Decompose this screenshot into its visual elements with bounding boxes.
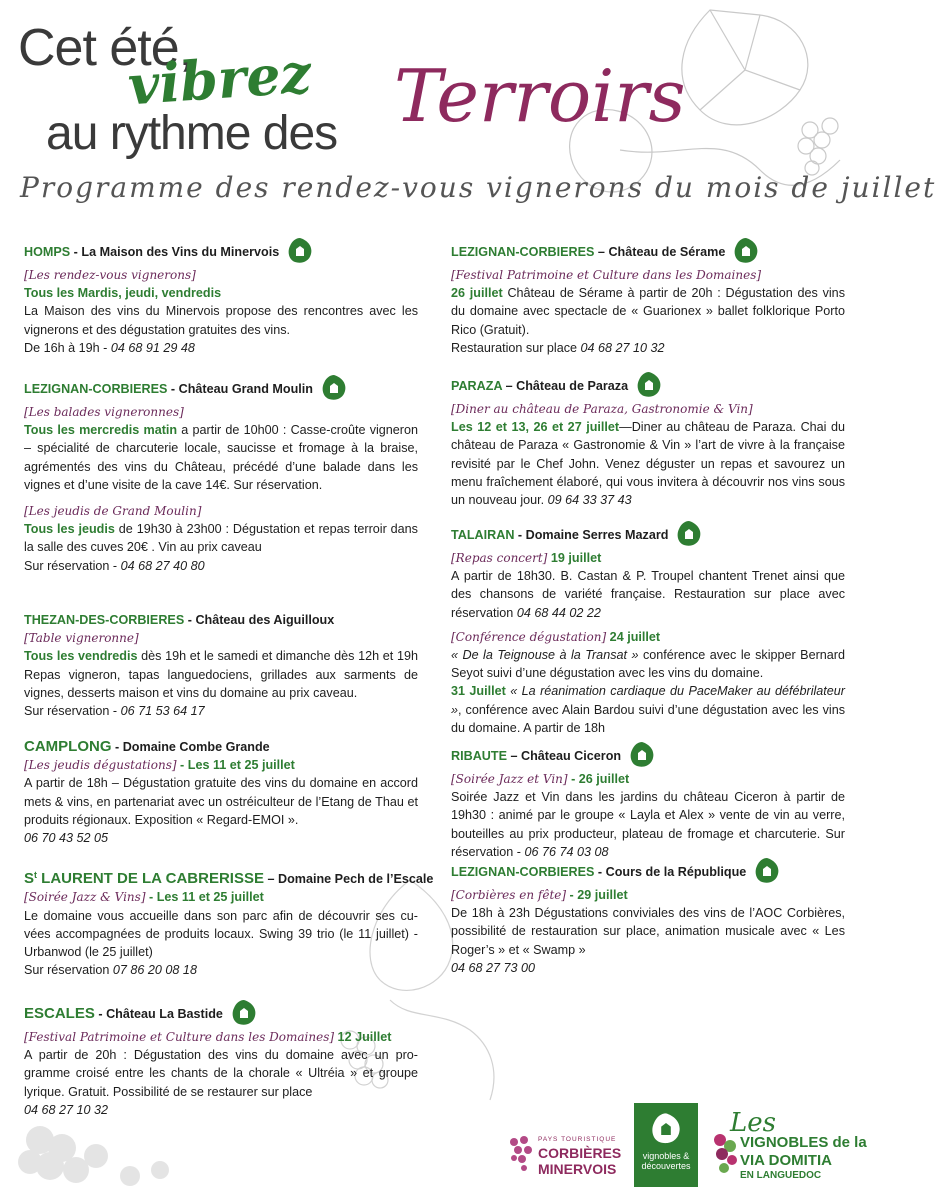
contact-phone: 04 68 27 10 32 bbox=[24, 1102, 109, 1117]
event-text-2: de 19h30 à 23h00 : Dégustation et repas terroir dans la salle des cuves 20€ . Vin au prix caveau bbox=[24, 522, 418, 555]
contact-label: Sur réservation bbox=[24, 963, 113, 978]
separator: – bbox=[263, 872, 278, 887]
event-text: A partir de 18h30. B. Castan & P. Troupel chantent Trenet ainsi que des chansons de variété française. Restauration sur place avec réservation bbox=[451, 569, 845, 620]
event-contact bbox=[24, 961, 418, 979]
event-tag: [Les rendez-vous vignerons] bbox=[24, 268, 196, 282]
event-cours-republique bbox=[451, 856, 845, 977]
event-tag-line bbox=[24, 1028, 418, 1046]
separator: – bbox=[502, 379, 517, 393]
event-heading bbox=[24, 236, 418, 266]
event-tag: [Les jeudis dégustations] bbox=[24, 758, 177, 773]
event-tag: [Table vigneronne] bbox=[24, 631, 139, 646]
vignobles-via-domitia-logo bbox=[710, 1108, 867, 1194]
event-schedule: 26 juillet bbox=[451, 286, 503, 301]
contact-phone: 06 70 43 52 05 bbox=[24, 831, 109, 846]
event-heading bbox=[24, 373, 418, 403]
event-text: dès 19h et le samedi et dimanche dès 12h et 19h Repas vigneron, tapas languedociens, grillades aux sarments de vignes, desserts maison et vins du domaine au prix caveau. bbox=[24, 649, 418, 700]
event-schedule: Tous les Mardis, jeudi, vendredis bbox=[24, 286, 222, 301]
event-schedule: Tous les mercredis matin bbox=[24, 423, 178, 438]
estate-name: La Maison des Vins du Minervois bbox=[81, 245, 280, 259]
event-dates: 12 Juillet bbox=[334, 1030, 392, 1044]
event-contact bbox=[24, 557, 418, 575]
contact-phone: 09 64 33 37 43 bbox=[547, 493, 632, 508]
event-heading bbox=[24, 866, 434, 888]
town-name: PARAZA bbox=[451, 379, 503, 393]
event-homps bbox=[24, 236, 418, 357]
separator: – bbox=[506, 749, 521, 763]
contact-phone: 06 71 53 64 17 bbox=[120, 704, 205, 719]
event-contact bbox=[24, 702, 418, 720]
estate-name: Château de Paraza bbox=[516, 379, 629, 393]
subtitle: Programme des rendez-vous vignerons du mois de juillet bbox=[20, 171, 936, 204]
town-name: RIBAUTE bbox=[451, 749, 507, 763]
vignobles-leaf-icon bbox=[285, 236, 315, 266]
town-name: LEZIGNAN-CORBIERES bbox=[24, 382, 168, 396]
estate-name: Château de Sérame bbox=[608, 245, 726, 259]
event-contact bbox=[451, 339, 845, 357]
vignobles-leaf-icon bbox=[229, 998, 259, 1028]
event-description: De 18h à 23h Dégustations conviviales des vins de l’AOC Corbières, possibilité de restauration sur place, animation musicale avec « Les Roger’s » et « Swamp » bbox=[451, 906, 845, 957]
separator: - bbox=[167, 382, 179, 396]
logo-text: PAYS TOURISTIQUE bbox=[538, 1136, 617, 1143]
event-description: A partir de 20h : Dégustation des vins du domaine avec un programme croisé entre les chants de la chorale « Ultréia » et groupe lyrique. Gratuit. Possibilité de se restaurer sur place bbox=[24, 1048, 418, 1099]
event-serres-mazard bbox=[451, 519, 845, 737]
town-name: CAMPLONG bbox=[24, 738, 112, 755]
separator: - bbox=[594, 865, 606, 879]
event-grand-moulin bbox=[24, 373, 418, 575]
town-name: LEZIGNAN-CORBIERES bbox=[451, 865, 595, 879]
conference-title: « De la Teignouse à la Transat » bbox=[451, 648, 639, 663]
event-description: A partir de 18h – Dégustation gratuite des vins du domaine en accord mets & vins, en partenariat avec un ostréiculteur de l’Etang de Thau et produits régionaux. Exposition « Regard-EMOI ». bbox=[24, 776, 418, 827]
logo-text: EN LANGUEDOC bbox=[740, 1170, 822, 1181]
logo-text: vignobles & découvertes bbox=[641, 1151, 691, 1171]
event-description bbox=[451, 788, 845, 861]
town-prefix: S bbox=[24, 870, 35, 888]
event-dates: - 29 juillet bbox=[566, 888, 628, 902]
event-description: La Maison des vins du Minervois propose des rencontres avec les vignerons et des dégustation gratuites des vins. bbox=[24, 304, 418, 337]
separator: - bbox=[111, 740, 123, 754]
event-description bbox=[24, 647, 418, 702]
vignobles-leaf-icon bbox=[627, 740, 657, 770]
event-schedule-2: Tous les jeudis bbox=[24, 522, 115, 537]
town-name: HOMPS bbox=[24, 245, 71, 259]
logo-text: CORBIÈRES bbox=[538, 1145, 622, 1161]
contact-phone: 07 86 20 08 18 bbox=[112, 963, 197, 978]
separator: – bbox=[594, 245, 609, 259]
estate-name: Château Ciceron bbox=[521, 749, 622, 763]
logo-text: MINERVOIS bbox=[538, 1161, 617, 1177]
town-name: TALAIRAN bbox=[451, 528, 515, 542]
event-dates: - Les 11 et 25 juillet bbox=[145, 890, 264, 905]
vignobles-decouvertes-logo bbox=[634, 1103, 698, 1187]
vignobles-leaf-icon bbox=[319, 373, 349, 403]
event-tag: [Diner au château de Paraza, Gastronomie & Vin] bbox=[451, 402, 753, 416]
contact-label: Sur réservation - bbox=[24, 704, 121, 719]
event-heading bbox=[451, 370, 845, 400]
estate-name: Domaine Pech de l’Escale bbox=[278, 872, 434, 887]
contact-phone: 04 68 27 40 80 bbox=[120, 558, 205, 573]
event-text: Soirée Jazz et Vin dans les jardins du château Ciceron à partir de 19h30 : animé par le groupe « Layla et Alex » vente de vin au verre, bouteilles au prix producteur, plateau de fromage et charcuterie. Sur réservation - bbox=[451, 790, 845, 859]
event-paraza bbox=[451, 370, 845, 509]
event-description-3 bbox=[451, 682, 845, 737]
event-serame bbox=[451, 236, 845, 357]
event-text: Château de Sérame à partir de 20h : Dégustation des vins du domaine avec spectacle de « Guarionex » ballet folklorique Porto Rico (Gratuit). bbox=[451, 286, 845, 337]
vignobles-leaf-icon bbox=[674, 519, 704, 549]
event-pech-escale bbox=[24, 866, 434, 979]
event-combe-grande bbox=[24, 738, 418, 847]
estate-name: Château La Bastide bbox=[106, 1007, 223, 1021]
event-tag-line bbox=[451, 770, 845, 788]
event-tag-line bbox=[451, 549, 845, 567]
contact-label: Restauration sur place bbox=[451, 340, 581, 355]
vignobles-leaf-icon bbox=[731, 236, 761, 266]
event-description-2 bbox=[24, 520, 418, 556]
contact-hours: De 16h à 19h - bbox=[24, 340, 111, 355]
event-contact bbox=[24, 339, 418, 357]
event-heading bbox=[451, 236, 845, 266]
event-dates: - 26 juillet bbox=[567, 772, 630, 786]
event-heading bbox=[24, 611, 418, 629]
separator: - bbox=[514, 528, 526, 542]
event-heading bbox=[24, 998, 418, 1028]
title-line-2: vibrez bbox=[125, 40, 314, 118]
logo-text: VIA DOMITIA bbox=[740, 1152, 832, 1169]
event-tag: [Corbières en fête] bbox=[451, 888, 567, 902]
estate-name: Château Grand Moulin bbox=[178, 382, 313, 396]
event-tag-line bbox=[24, 756, 418, 774]
vignobles-leaf-icon bbox=[634, 370, 664, 400]
separator: - bbox=[70, 245, 82, 259]
grape-dots-icon bbox=[504, 1132, 538, 1178]
separator: - bbox=[184, 613, 196, 627]
estate-name: Domaine Serres Mazard bbox=[525, 528, 669, 542]
event-tag: [Soirée Jazz & Vins] bbox=[24, 890, 146, 905]
event-schedule: Tous les vendredis bbox=[24, 649, 138, 664]
estate-name: Château des Aiguilloux bbox=[195, 613, 335, 627]
event-text-3: , conférence avec Alain Bardou suivi d’une dégustation avec les vins du domaine. A partir de 18h bbox=[451, 702, 845, 735]
contact-label: Sur réservation - bbox=[24, 558, 121, 573]
event-description bbox=[451, 284, 845, 339]
event-heading bbox=[451, 856, 845, 886]
event-description bbox=[451, 567, 845, 622]
event-dates: 19 juillet bbox=[547, 551, 602, 565]
logo-text: VIGNOBLES de la bbox=[740, 1134, 867, 1151]
logo-text: Les bbox=[730, 1108, 776, 1138]
contact-phone: 04 68 44 02 22 bbox=[516, 605, 601, 620]
event-description bbox=[451, 418, 845, 509]
event-schedule-3: 31 Juillet bbox=[451, 684, 506, 699]
event-tag-line-2 bbox=[451, 628, 845, 646]
event-tag: [Festival Patrimoine et Culture dans les Domaines] bbox=[24, 1030, 335, 1044]
event-tag-line bbox=[24, 888, 418, 906]
event-tag-line bbox=[451, 886, 845, 904]
event-text: —Diner au château de Paraza. Chai du château de Paraza « Gastronomie & Vin » l’art de vivre à la française revisité par le Chef John. Venez déguster un repas et savourez un menu fraîchement élaboré, qui vous invitera à découvrir nos vins sous un nouveau jour. bbox=[451, 420, 845, 508]
event-schedule: Les 12 et 13, 26 et 27 juillet bbox=[451, 420, 620, 435]
vignobles-leaf-icon bbox=[752, 856, 782, 886]
contact-phone: 04 68 27 10 32 bbox=[580, 340, 665, 355]
event-description-2 bbox=[451, 646, 845, 682]
event-dates-2: 24 juillet bbox=[606, 629, 661, 644]
contact-phone: 04 68 91 29 48 bbox=[110, 340, 195, 355]
town-name: ESCALES bbox=[24, 1005, 95, 1022]
event-text: a partir de 10h00 : Casse-croûte vigneron – spécialité de charcuterie locale, saucisse et fromage à la braise, agrémentés des vins du Château, précédé d’une balade dans les vignes et d’une visite de la cave 14€. Sur réservation. bbox=[24, 423, 418, 492]
event-tag: [Repas concert] bbox=[451, 551, 548, 565]
event-tag: [Les balades vigneronnes] bbox=[24, 405, 184, 419]
event-la-bastide bbox=[24, 998, 418, 1119]
corbieres-minervois-logo bbox=[504, 1126, 622, 1186]
event-dates: - Les 11 et 25 juillet bbox=[176, 758, 295, 773]
event-tag-2: [Les jeudis de Grand Moulin] bbox=[24, 504, 202, 519]
title-line-1: Cet été, bbox=[18, 19, 193, 77]
event-tag: [Festival Patrimoine et Culture dans les Domaines] bbox=[451, 268, 762, 282]
title-line-3: au rythme des bbox=[46, 107, 338, 160]
separator: - bbox=[94, 1007, 107, 1021]
event-ciceron bbox=[451, 740, 845, 861]
event-tag: [Soirée Jazz et Vin] bbox=[451, 772, 568, 786]
event-heading bbox=[451, 519, 845, 549]
town-name: THEZAN-DES-CORBIERES bbox=[24, 613, 185, 627]
estate-name: Domaine Combe Grande bbox=[122, 740, 270, 754]
town-name: LEZIGNAN-CORBIERES bbox=[451, 245, 595, 259]
town-superscript: t bbox=[34, 870, 38, 880]
event-heading bbox=[24, 738, 418, 756]
estate-name: Cours de la République bbox=[605, 865, 747, 879]
vignobles-leaf-icon bbox=[648, 1111, 684, 1147]
town-name: LAURENT DE LA CABRERISSE bbox=[37, 870, 264, 888]
contact-phone: 06 76 74 03 08 bbox=[524, 844, 609, 859]
event-text-2: conférence avec le skipper Bernard Seyot suivi d’une dégustation avec les vins du domaine. bbox=[451, 648, 845, 681]
contact-phone: 04 68 27 73 00 bbox=[451, 960, 536, 975]
title-line-4: Terroirs bbox=[394, 54, 686, 138]
conference-title-2: « La réanimation cardiaque du PaceMaker au défébrilateur » bbox=[451, 684, 846, 717]
event-tag-2: [Conférence dégustation] bbox=[451, 629, 607, 644]
event-description bbox=[24, 421, 418, 494]
event-description: Le domaine vous accueille dans son parc afin de découvrir ses cuvées accompagnées de produits locaux. Swing 39 trio (le 11 juillet) -Urbanwod (le 25 juillet) bbox=[24, 908, 418, 959]
event-heading bbox=[451, 740, 845, 770]
event-aiguilloux bbox=[24, 611, 418, 720]
